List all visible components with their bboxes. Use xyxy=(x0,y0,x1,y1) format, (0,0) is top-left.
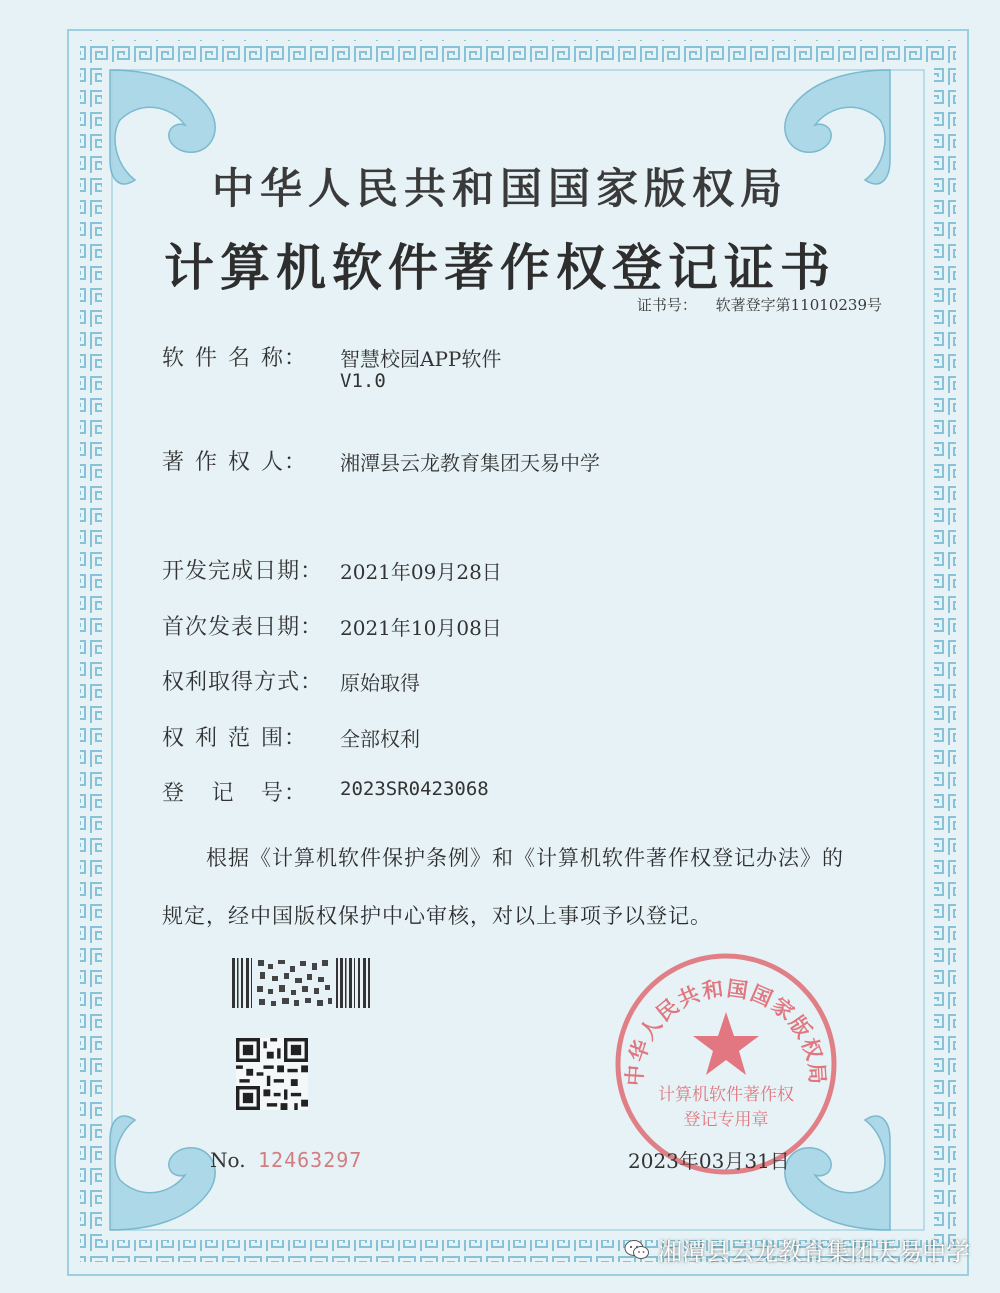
field-value-completion-date: 2021年09月28日 xyxy=(340,560,502,584)
qr-code-image xyxy=(236,1038,308,1110)
label-char: 名 xyxy=(227,346,251,371)
label-char: 权 xyxy=(162,726,186,751)
label-char: 人： xyxy=(260,450,307,475)
label-char: 件 xyxy=(194,346,218,371)
field-label-copyright-owner xyxy=(162,445,307,476)
label-char: 取 xyxy=(208,670,232,695)
wechat-icon xyxy=(624,1239,650,1261)
seal-inner-line-1: 计算机软件著作权 xyxy=(658,1085,794,1105)
label-char: 次 xyxy=(185,615,209,640)
label-char: 得 xyxy=(231,670,255,695)
field-value-acquisition-method: 原始取得 xyxy=(340,671,420,695)
label-char: 称： xyxy=(260,346,307,371)
field-value-software-name: 智慧校园APP软件 xyxy=(340,347,502,371)
label-char: 发 xyxy=(185,559,209,584)
label-char: 记 xyxy=(211,781,235,806)
certificate-number-label: 证书号： xyxy=(636,296,697,314)
label-char: 期： xyxy=(277,615,324,640)
serial-number: 12463297 xyxy=(258,1148,363,1172)
label-char: 日 xyxy=(254,615,278,640)
field-label-software-name xyxy=(162,341,307,372)
label-char: 方 xyxy=(254,670,278,695)
label-char: 发 xyxy=(208,615,232,640)
label-char: 著 xyxy=(162,450,186,475)
label-char: 软 xyxy=(162,346,186,371)
field-value-rights-scope: 全部权利 xyxy=(340,727,420,751)
certificate-number xyxy=(637,294,882,315)
barcode-image xyxy=(232,958,370,1008)
label-char: 权 xyxy=(227,450,251,475)
label-char: 利 xyxy=(194,726,218,751)
statement-line-1: 根据《计算机软件保护条例》和《计算机软件著作权登记办法》的 xyxy=(206,846,844,870)
label-char: 表 xyxy=(231,615,255,640)
label-char: 式： xyxy=(277,670,324,695)
label-char: 登 xyxy=(162,781,186,806)
label-char: 作 xyxy=(194,450,218,475)
serial-label: No. xyxy=(210,1148,246,1172)
field-label-completion-date xyxy=(162,554,324,585)
field-value-registration-number: 2023SR0423068 xyxy=(340,778,489,800)
label-char: 首 xyxy=(162,615,186,640)
label-char: 范 xyxy=(227,726,251,751)
label-char: 利 xyxy=(185,670,209,695)
field-value-copyright-owner: 湘潭县云龙教育集团天易中学 xyxy=(340,451,600,475)
seal-star-icon xyxy=(693,1012,759,1075)
statement-line-2: 规定，经中国版权保护中心审核，对以上事项予以登记。 xyxy=(162,904,712,928)
label-char: 围： xyxy=(260,726,307,751)
field-value-software-version: V1.0 xyxy=(340,370,386,392)
seal-inner-line-2: 登记专用章 xyxy=(683,1110,769,1130)
label-char: 日 xyxy=(254,559,278,584)
watermark-text: 湘潭县云龙教育集团天易中学 xyxy=(658,1238,970,1266)
field-label-registration-number xyxy=(162,776,307,807)
label-char: 开 xyxy=(162,559,186,584)
field-label-publication-date xyxy=(162,610,324,641)
label-char: 权 xyxy=(162,670,186,695)
field-label-rights-scope xyxy=(162,721,307,752)
certificate-number-value: 软著登字第11010239号 xyxy=(715,296,882,314)
seal-outer-text: 中华人民共和国国家版权局 xyxy=(622,976,830,1087)
certificate-title: 计算机软件著作权登记证书 xyxy=(164,238,836,297)
label-char: 期： xyxy=(277,559,324,584)
issuer-title: 中华人民共和国国家版权局 xyxy=(211,164,788,213)
issue-date: 2023年03月31日 xyxy=(628,1149,790,1173)
field-value-publication-date: 2021年10月08日 xyxy=(340,616,502,640)
official-seal xyxy=(612,950,840,1178)
label-char: 完 xyxy=(208,559,232,584)
field-label-acquisition-method xyxy=(162,665,324,696)
label-char: 号： xyxy=(260,781,307,806)
wechat-watermark xyxy=(624,1232,970,1267)
label-char: 成 xyxy=(231,559,255,584)
